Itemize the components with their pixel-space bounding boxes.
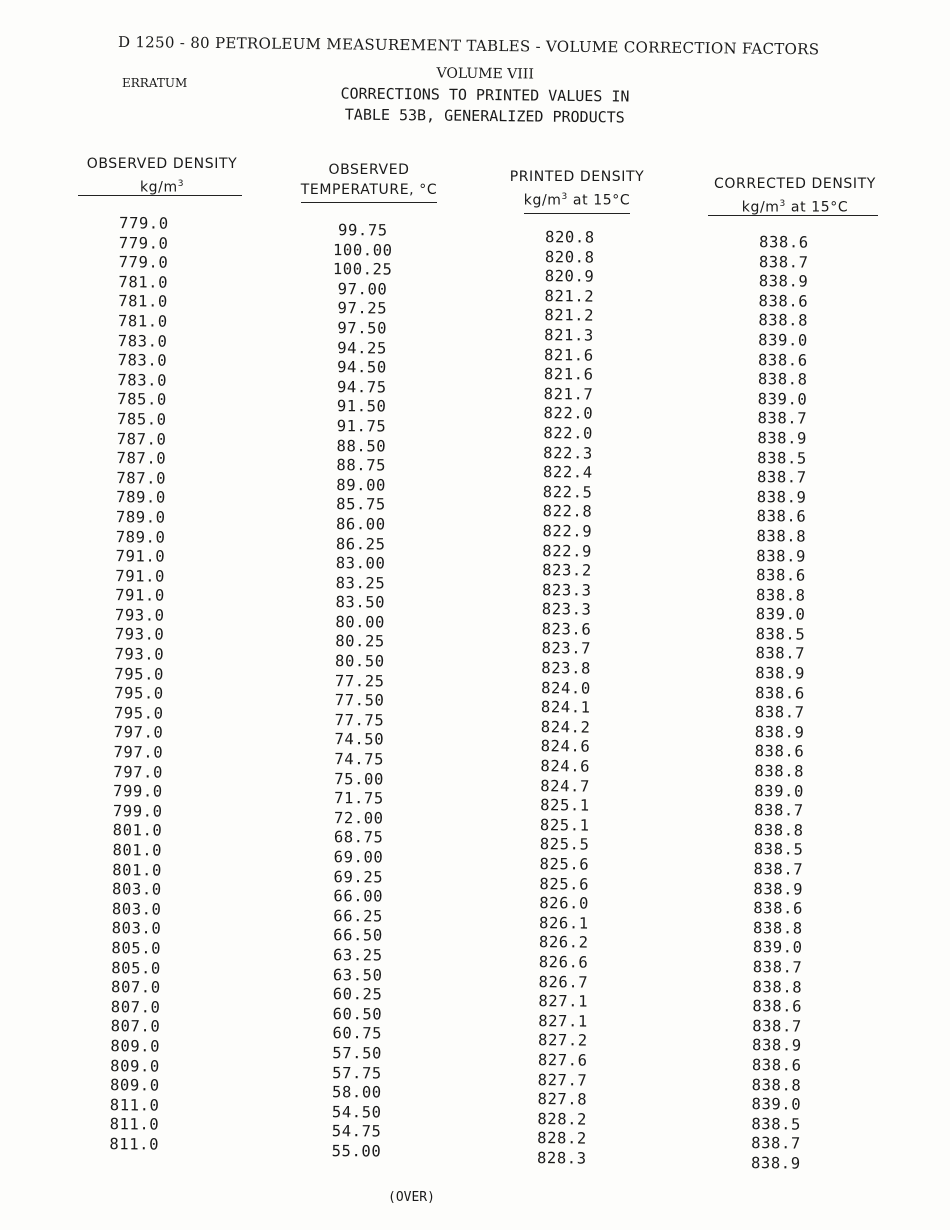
corrected-density-cell: 838.5	[755, 624, 806, 644]
observed-temperature-cell: 54.75	[331, 1122, 382, 1141]
subtitle-line-1: CORRECTIONS TO PRINTED VALUES IN	[340, 84, 630, 106]
observed-density-cell: 807.0	[110, 1017, 161, 1036]
printed-density-cell: 821.6	[543, 345, 594, 365]
corrected-density-cell: 838.7	[756, 468, 807, 487]
observed-density-cell: 793.0	[114, 645, 165, 664]
printed-density-cell: 824.0	[541, 678, 591, 698]
observed-temperature-cell: 77.25	[334, 671, 385, 691]
observed-temperature-cell: 54.50	[331, 1102, 382, 1122]
observed-density-cell: 787.0	[116, 468, 167, 488]
observed-density-cell: 809.0	[109, 1076, 160, 1095]
printed-density-cell: 826.7	[538, 972, 589, 992]
printed-density-cell: 820.9	[544, 267, 595, 286]
corrected-density-cell: 838.9	[750, 1154, 801, 1173]
corrected-density-cell: 839.0	[752, 938, 803, 957]
corrected-density-cell: 838.9	[756, 487, 807, 507]
printed-density-cell: 824.7	[540, 776, 591, 796]
printed-density-cell: 821.6	[543, 365, 594, 384]
corrected-density-cell: 838.9	[751, 1036, 802, 1055]
observed-temperature-cell: 88.50	[336, 436, 387, 456]
observed-density-cell: 803.0	[111, 899, 162, 919]
observed-density-cell: 799.0	[113, 782, 163, 801]
corrected-density-cell: 839.0	[755, 605, 806, 624]
observed-temperature-cell: 66.25	[333, 906, 384, 926]
corrected-density-cell: 838.7	[758, 252, 809, 272]
corrected-density-cell: 838.5	[757, 448, 807, 468]
observed-temperature-cell: 68.75	[333, 828, 384, 847]
document-title-block	[320, 62, 651, 128]
observed-temperature-cell: 69.00	[333, 848, 384, 867]
printed-density-cell: 826.2	[538, 933, 589, 952]
observed-density-cell: 811.0	[109, 1135, 160, 1154]
observed-temperature-cell: 89.00	[336, 475, 387, 495]
printed-density-cell: 826.6	[538, 953, 589, 972]
printed-density-cell: 824.2	[540, 717, 591, 737]
observed-density-cell: 807.0	[110, 978, 161, 997]
corrected-density-cell: 839.0	[751, 1095, 802, 1114]
observed-density-cell: 791.0	[115, 566, 166, 586]
observed-density-cell: 791.0	[115, 547, 166, 566]
corrected-density-cell: 838.8	[756, 527, 807, 546]
corrected-density-underline	[708, 215, 878, 216]
observed-temperature-cell: 69.25	[333, 867, 384, 887]
corrected-density-cell: 838.8	[752, 977, 803, 997]
printed-density-cell: 827.2	[537, 1031, 588, 1050]
observed-temperature-cell: 88.75	[336, 456, 387, 475]
observed-density-cell: 811.0	[109, 1115, 160, 1134]
observed-temperature-cell: 94.25	[337, 338, 388, 358]
observed-temperature-cell: 91.50	[336, 397, 387, 416]
corrected-density-cell: 838.8	[751, 1075, 802, 1095]
observed-density-cell: 805.0	[111, 939, 162, 958]
observed-temperature-cell: 97.00	[337, 279, 388, 299]
observed-temperature-cell: 60.75	[332, 1024, 383, 1043]
observed-temperature-cell: 66.00	[333, 887, 384, 906]
printed-density-cell: 827.1	[538, 992, 589, 1011]
observed-temperature-cell: 74.75	[334, 750, 385, 769]
observed-density-cell: 789.0	[116, 488, 166, 507]
printed-density-cell: 825.1	[539, 815, 590, 835]
observed-density-cell: 807.0	[110, 997, 161, 1017]
corrected-density-cell: 838.9	[753, 879, 804, 899]
observed-temperature-cell: 71.75	[334, 789, 384, 808]
printed-density-column	[522, 228, 610, 1169]
observed-density-cell: 783.0	[117, 370, 168, 390]
observed-density-cell: 793.0	[114, 606, 165, 625]
observed-density-cell: 795.0	[113, 703, 164, 723]
printed-density-cell: 825.6	[539, 874, 590, 894]
observed-density-cell: 797.0	[113, 743, 164, 762]
observed-temperature-cell: 86.25	[335, 534, 386, 553]
observed-temperature-cell: 100.00	[332, 240, 393, 260]
corrected-density-cell: 838.7	[754, 703, 805, 722]
observed-density-cell: 801.0	[112, 821, 163, 841]
printed-density-cell: 828.3	[536, 1149, 587, 1168]
volume-title: VOLUME VIII	[436, 65, 534, 83]
printed-density-cell: 828.2	[537, 1109, 588, 1129]
corrected-density-cell: 838.6	[756, 566, 806, 585]
corrected-density-cell: 839.0	[757, 389, 808, 409]
corrected-density-cell: 838.9	[754, 722, 805, 742]
observed-density-header	[72, 154, 252, 198]
observed-temperature-cell: 77.50	[334, 691, 385, 710]
observed-density-cell: 789.0	[115, 508, 166, 527]
printed-density-cell: 822.5	[542, 482, 593, 502]
observed-temperature-cell: 72.00	[333, 808, 384, 828]
observed-temperature-cell: 60.25	[332, 985, 383, 1004]
printed-density-cell: 823.3	[541, 580, 592, 600]
corrected-density-cell: 838.7	[754, 801, 804, 820]
printed-density-cell: 822.3	[543, 443, 593, 463]
corrected-density-cell: 838.8	[757, 370, 808, 389]
corrected-density-cell: 838.6	[753, 899, 804, 918]
corrected-density-header	[700, 174, 890, 218]
printed-density-cell: 825.6	[539, 855, 590, 874]
printed-density-cell: 823.6	[541, 619, 592, 639]
printed-density-cell: 822.8	[542, 502, 593, 521]
printed-density-cell: 824.1	[540, 698, 591, 717]
corrected-density-cell: 838.8	[753, 918, 803, 938]
corrected-density-cell: 838.6	[758, 233, 809, 252]
printed-density-cell: 822.9	[542, 541, 593, 561]
observed-temperature-column	[311, 221, 408, 1162]
observed-density-cell: 797.0	[113, 762, 164, 782]
observed-density-cell: 781.0	[117, 312, 168, 331]
observed-density-cell: 809.0	[110, 1056, 161, 1076]
printed-density-cell: 821.2	[544, 306, 595, 325]
printed-density-cell: 825.1	[540, 796, 590, 815]
printed-density-cell: 821.2	[544, 286, 595, 306]
printed-density-header	[492, 167, 662, 214]
observed-density-cell: 791.0	[115, 586, 165, 605]
observed-temperature-cell: 58.00	[332, 1083, 382, 1102]
printed-density-cell: 825.5	[539, 835, 590, 854]
observed-temperature-cell: 66.50	[333, 926, 383, 945]
observed-density-header-title: OBSERVED DENSITY	[86, 156, 238, 172]
corrected-density-cell: 838.8	[754, 762, 805, 781]
observed-density-cell: 787.0	[116, 429, 167, 449]
corrected-density-cell: 838.8	[753, 820, 804, 840]
observed-temperature-header-unit: TEMPERATURE, °C	[301, 180, 437, 203]
printed-density-cell: 823.2	[542, 561, 592, 580]
printed-density-cell: 820.8	[544, 228, 595, 247]
observed-temperature-cell: 100.25	[332, 260, 393, 279]
printed-density-cell: 822.0	[543, 424, 594, 443]
observed-density-cell: 811.0	[109, 1095, 160, 1115]
printed-density-cell: 822.4	[542, 463, 593, 482]
erratum-label: ERRATUM	[122, 76, 188, 90]
printed-density-cell: 820.8	[544, 247, 595, 267]
corrected-density-cell: 838.7	[752, 958, 803, 977]
corrected-density-cell: 838.5	[753, 840, 804, 859]
observed-temperature-cell: 97.25	[337, 299, 388, 318]
corrected-density-cell: 838.9	[756, 546, 807, 566]
printed-density-header-title: PRINTED DENSITY	[509, 169, 645, 185]
printed-density-cell: 824.6	[540, 757, 591, 776]
printed-density-cell: 827.1	[538, 1011, 588, 1031]
corrected-density-cell: 838.9	[757, 429, 808, 448]
observed-density-column	[94, 214, 184, 1155]
corrected-density-cell: 838.5	[751, 1114, 802, 1134]
over-footer: (OVER)	[388, 1190, 435, 1205]
printed-density-cell: 827.7	[537, 1070, 588, 1090]
observed-temperature-cell: 55.00	[331, 1142, 382, 1161]
observed-density-cell: 809.0	[110, 1037, 161, 1056]
corrected-density-cell: 838.6	[755, 683, 805, 703]
observed-density-cell: 783.0	[117, 331, 168, 351]
observed-temperature-cell: 91.75	[336, 417, 387, 436]
observed-temperature-cell: 83.00	[335, 554, 386, 573]
printed-density-cell: 827.6	[537, 1051, 588, 1070]
corrected-density-cell: 838.8	[755, 585, 806, 605]
observed-density-cell: 781.0	[118, 292, 169, 312]
observed-temperature-cell: 57.75	[332, 1063, 382, 1082]
observed-density-cell: 801.0	[112, 841, 163, 860]
observed-temperature-cell: 97.50	[337, 319, 388, 338]
printed-density-cell: 821.3	[544, 326, 594, 345]
observed-density-underline	[78, 195, 242, 196]
observed-temperature-cell: 75.00	[334, 769, 384, 789]
document-header: D 1250 - 80 PETROLEUM MEASUREMENT TABLES - VOLUME CORRECTION FACTORS	[117, 33, 820, 59]
corrected-density-cell: 838.7	[757, 409, 808, 428]
corrected-density-cell: 838.7	[755, 644, 806, 664]
observed-temperature-cell: 83.50	[335, 593, 386, 612]
observed-temperature-cell: 86.00	[335, 515, 386, 534]
observed-density-cell: 801.0	[112, 860, 163, 880]
corrected-density-cell: 838.6	[752, 997, 803, 1016]
printed-density-cell: 822.0	[543, 404, 594, 423]
observed-density-cell: 803.0	[111, 919, 162, 939]
corrected-density-cell: 839.0	[758, 331, 808, 350]
corrected-density-cell: 839.0	[754, 781, 805, 801]
corrected-density-cell: 838.8	[758, 311, 809, 330]
observed-density-cell: 785.0	[117, 390, 167, 410]
observed-temperature-cell: 63.25	[332, 946, 383, 965]
corrected-density-cell: 838.6	[757, 350, 808, 370]
observed-density-cell: 781.0	[118, 272, 169, 292]
observed-temperature-cell: 83.25	[335, 573, 386, 593]
observed-density-cell: 779.0	[118, 233, 169, 253]
observed-density-cell: 805.0	[111, 958, 162, 978]
printed-density-cell: 826.0	[539, 894, 590, 913]
observed-temperature-cell: 57.50	[332, 1044, 383, 1063]
observed-temperature-header	[284, 160, 454, 203]
observed-temperature-cell: 63.50	[332, 965, 383, 985]
corrected-density-header-unit: $kg/m^3$ at 15°C	[741, 199, 849, 216]
observed-density-cell: 783.0	[117, 351, 168, 370]
observed-temperature-cell: 74.50	[334, 730, 385, 749]
observed-density-cell: 779.0	[118, 214, 169, 233]
observed-temperature-cell: 94.75	[336, 377, 387, 397]
corrected-density-cell: 838.6	[754, 742, 805, 761]
observed-density-header-unit: $kg/m^3$	[139, 179, 185, 196]
printed-density-cell: 823.3	[541, 600, 592, 619]
corrected-density-cell: 838.9	[755, 664, 806, 683]
observed-temperature-cell: 80.00	[335, 613, 386, 632]
observed-temperature-cell: 94.50	[337, 358, 387, 377]
corrected-density-cell: 838.9	[758, 272, 809, 291]
observed-temperature-cell: 60.50	[332, 1004, 383, 1024]
corrected-density-cell: 838.6	[758, 291, 809, 311]
observed-density-cell: 797.0	[113, 723, 164, 743]
corrected-density-cell: 838.7	[753, 860, 804, 879]
corrected-density-cell: 838.6	[751, 1056, 802, 1075]
observed-density-cell: 799.0	[112, 801, 163, 821]
observed-temperature-header-title: OBSERVED	[328, 162, 410, 178]
corrected-density-cell: 838.7	[751, 1134, 801, 1153]
printed-density-cell: 821.7	[543, 384, 594, 404]
observed-temperature-cell: 77.75	[334, 710, 385, 730]
observed-density-cell: 795.0	[114, 664, 165, 684]
printed-density-cell: 824.6	[540, 737, 591, 756]
observed-density-cell: 787.0	[116, 449, 167, 468]
observed-density-cell: 785.0	[116, 410, 167, 429]
printed-density-cell: 822.9	[542, 522, 593, 541]
subtitle-line-2: TABLE 53B, GENERALIZED PRODUCTS	[344, 105, 625, 127]
corrected-density-cell: 838.7	[752, 1016, 802, 1036]
observed-temperature-cell: 80.50	[335, 652, 385, 671]
observed-density-cell: 793.0	[114, 625, 165, 645]
printed-density-cell: 828.2	[537, 1129, 587, 1148]
printed-density-header-unit: $kg/m^3$ at 15°C	[524, 187, 630, 214]
printed-density-cell: 826.1	[539, 913, 589, 933]
observed-density-cell: 779.0	[118, 253, 169, 272]
observed-density-cell: 803.0	[111, 880, 162, 899]
printed-density-cell: 823.8	[541, 659, 592, 678]
corrected-density-column	[736, 233, 824, 1174]
corrected-density-header-title: CORRECTED DENSITY	[714, 176, 876, 192]
printed-density-cell: 823.7	[541, 639, 592, 659]
observed-temperature-cell: 85.75	[336, 495, 386, 514]
observed-density-cell: 795.0	[114, 684, 164, 703]
observed-density-cell: 789.0	[115, 527, 166, 547]
printed-density-cell: 827.8	[537, 1090, 588, 1109]
observed-temperature-cell: 99.75	[338, 221, 388, 240]
corrected-density-cell: 838.6	[756, 507, 807, 526]
observed-temperature-cell: 80.25	[335, 632, 385, 651]
